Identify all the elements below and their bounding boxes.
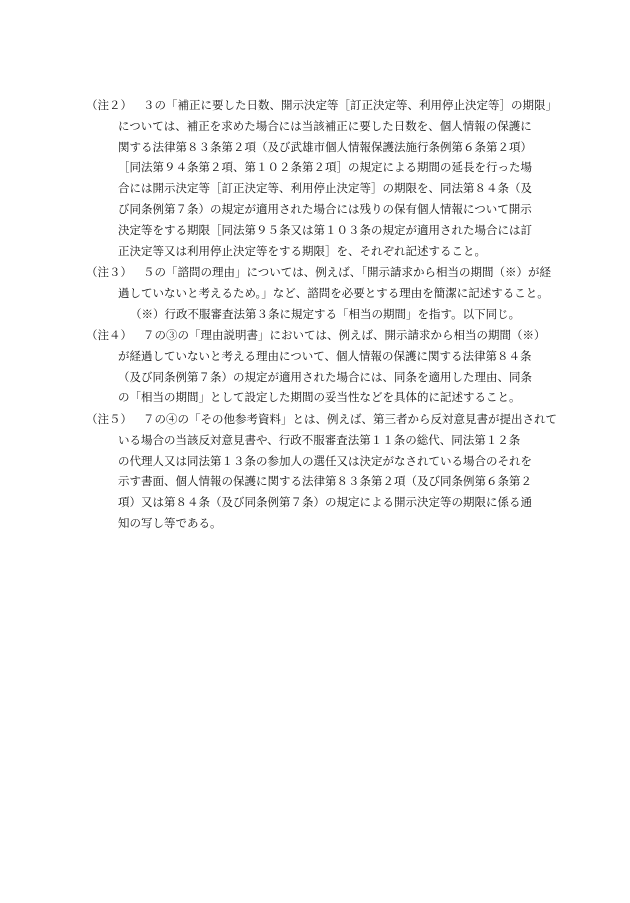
note-line: 過していないと考えるため。」など、諮問を必要とする理由を簡潔に記述すること。: [118, 285, 549, 300]
note-line: の代理人又は同法第１３条の参加人の選任又は決定がなされている場合のそれを: [118, 453, 532, 468]
note-line: ７の④の「その他参考資料」とは、例えば、第三者から反対意見書が提出されて: [143, 412, 557, 426]
note-line: いる場合の当該反対意見書や、行政不服審査法第１１条の総代、同法第１２条: [118, 432, 521, 447]
note-line: 決定等をする期限［同法第９５条又は第１０３条の規定が適用された場合には訂: [118, 222, 532, 237]
note-line: 関する法律第８３条第２項（及び武雄市個人情報保護法施行条例第６条第２項）: [118, 139, 532, 154]
note-line: 正決定等又は利用停止決定等をする期限］を、それぞれ記述すること。: [118, 243, 486, 258]
note-marker: （注５）: [86, 412, 132, 426]
note-line: が経過していないと考える理由について、個人情報の保護に関する法律第８４条: [118, 348, 532, 363]
note-line: ５の「諮問の理由」については、例えば、「開示請求から相当の期間（※）が経: [143, 265, 552, 279]
note-footnote: （※）行政不服審査法第３条に規定する「相当の期間」を指す。以下同じ。: [130, 306, 521, 321]
note-line: の「相当の期間」として設定した期間の妥当性などを具体的に記述すること。: [118, 390, 521, 405]
note-line: 合には開示決定等［訂正決定等、利用停止決定等］の期限を、同法第８４条（及: [118, 181, 532, 196]
note-line: （及び同条例第７条）の規定が適用された場合には、同条を適用した理由、同条: [118, 369, 532, 384]
note-marker: （注４）: [86, 328, 132, 342]
note-marker: （注３）: [86, 265, 132, 279]
note-line: 示す書面、個人情報の保護に関する法律第８３条第２項（及び同条例第６条第２: [118, 474, 532, 489]
note-line: ［同法第９４条第２項、第１０２条第２項］の規定による期間の延長を行った場: [118, 160, 532, 175]
note-marker: （注２）: [86, 98, 132, 112]
note-line: については、補正を求めた場合には当該補正に要した日数を、個人情報の保護に: [118, 118, 532, 133]
note-line: び同条例第７条）の規定が適用された場合には残りの保有個人情報について開示: [118, 202, 532, 216]
note-line: ３の「補正に要した日数、開示決定等［訂正決定等、利用停止決定等］の期限」: [143, 98, 557, 112]
note-line: ７の③の「理由説明書」においては、例えば、開示請求から相当の期間（※）: [143, 328, 546, 342]
note-line: 知の写し等である。: [118, 516, 222, 530]
note-line: 項）又は第８４条（及び同条例第７条）の規定による開示決定等の期限に係る通: [118, 495, 532, 510]
